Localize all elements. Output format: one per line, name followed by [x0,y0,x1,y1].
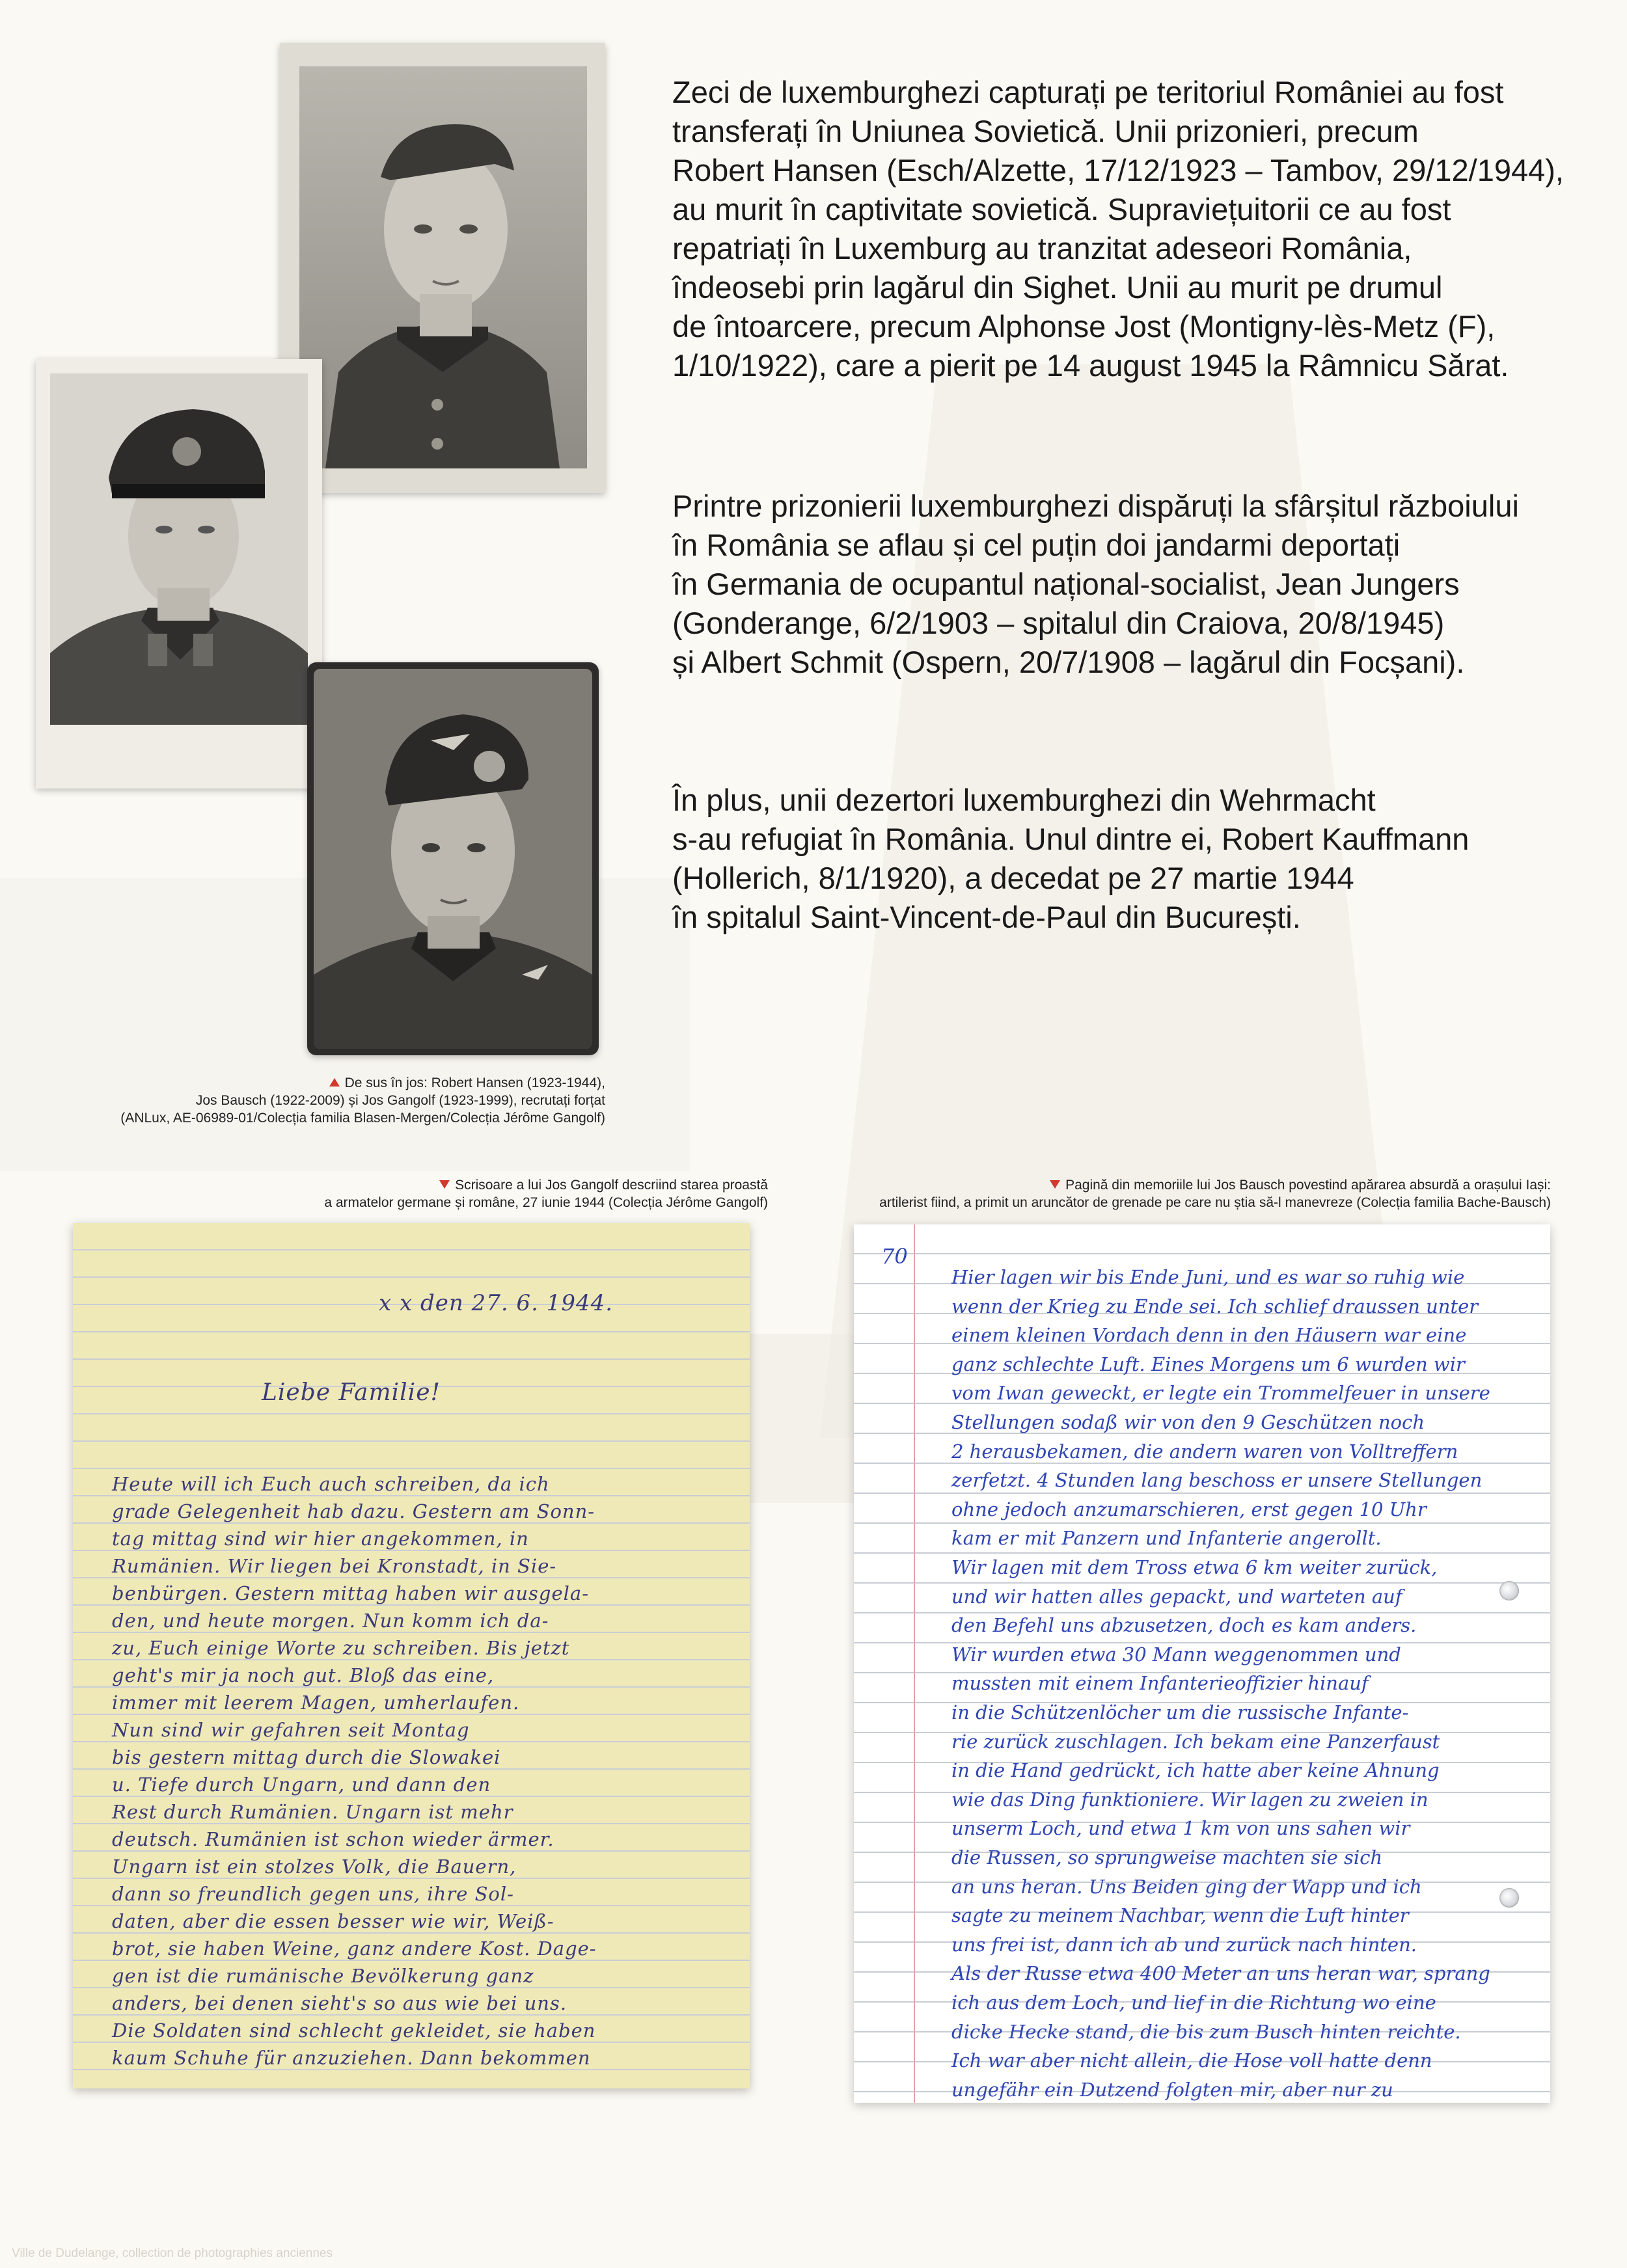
memoir-line: uns frei ist, dann ich ab und zurück nach hinten. [951,1933,1417,1956]
memoir-line: in die Hand gedrückt, ich hatte aber keine Ahnung [951,1759,1440,1782]
triangle-up-icon [329,1078,340,1087]
letter-line: zu, Euch einige Worte zu schreiben. Bis jetzt [112,1637,570,1659]
memoir-line: wenn der Krieg zu Ende sei. Ich schlief draussen unter [951,1295,1479,1317]
memoir-page-number: 70 [881,1244,908,1269]
letter-line: geht's mir ja noch gut. Bloß das eine, [112,1664,495,1686]
memoir-caption-line-1: Pagină din memoriile lui Jos Bausch povestind apărarea absurdă a orașului Iași: [1065,1178,1551,1193]
letter-line: Nun sind wir gefahren seit Montag [112,1719,470,1741]
portraits-caption [39,1074,605,1127]
memoir-line: und wir hatten alles gepackt, und warteten auf [951,1585,1402,1608]
memoir-line: an uns heran. Uns Beiden ging der Wapp und ich [951,1875,1422,1898]
memoir-line: einem kleinen Vordach denn in den Häusern war eine [951,1324,1467,1347]
triangle-down-icon [1050,1180,1060,1189]
portrait-hansen-image [299,66,587,468]
letter-line: Die Soldaten sind schlecht gekleidet, sie haben [112,2019,596,2042]
memoir-line: dicke Hecke stand, die bis zum Busch hinten reichte. [951,2020,1461,2043]
memoir-line: Ich war aber nicht allein, die Hose voll hatte denn [951,2049,1432,2072]
letter-line: dann so freundlich gegen uns, ihre Sol- [112,1883,514,1905]
memoir-page-jos-bausch [854,1224,1550,2103]
triangle-down-icon [439,1180,450,1189]
letter-line: u. Tiefe durch Ungarn, und dann den [112,1774,491,1796]
memoir-line: Wir lagen mit dem Tross etwa 6 km weiter zurück, [951,1556,1438,1578]
memoir-caption [781,1176,1551,1211]
memoir-line: die Russen, so sprungweise machten sie sich [951,1846,1383,1869]
memoir-line: kam er mit Panzern und Infanterie angerollt. [951,1527,1382,1550]
memoir-line: sagte zu meinem Nachbar, wenn die Luft hinter [951,1904,1409,1927]
deserters-paragraph: În plus, unii dezertori luxemburghezi din Wehrmacht s-au refugiat în România. Unul dintre ei, Robert Kauffmann (Hollerich, 8/1/1920), a decedat pe 27 martie 1944 în spitalul Saint-Vincent-de-Paul din București. [672,783,1470,934]
memoir-line: Hier lagen wir bis Ende Juni, und es war so ruhig wie [951,1266,1465,1288]
memoir-line: rie zurück zuschlagen. Ich bekam eine Panzerfaust [951,1730,1440,1753]
letter-greeting: Liebe Familie! [262,1379,441,1406]
letter-jos-gangolf [73,1223,750,2088]
punch-hole-icon [1499,1888,1519,1908]
memoir-line: ungefähr ein Dutzend folgten mir, aber nur zu [951,2078,1393,2101]
letter-line: den, und heute morgen. Nun komm ich da- [112,1610,549,1632]
memoir-line: ohne jedoch anzumarschieren, erst gegen 10 Uhr [951,1498,1427,1520]
photo-jos-gangolf [307,662,599,1055]
letter-date: x x den 27. 6. 1944. [379,1290,614,1316]
letter-line: Heute will ich Euch auch schreiben, da ich [112,1473,550,1495]
footer-credit: Ville de Dudelange, collection de photographies anciennes [12,2247,333,2260]
letter-caption-line-1: Scrisoare a lui Jos Gangolf descriind starea proastă [455,1178,768,1193]
letter-line: Ungarn ist ein stolzes Volk, die Bauern, [112,1856,517,1878]
letter-line: immer mit leerem Magen, umherlaufen. [112,1692,520,1714]
memoir-line: unserm Loch, und etwa 1 km von uns sahen wir [951,1817,1410,1840]
portrait-gangolf-image [314,669,592,1049]
memoir-line: ganz schlechte Luft. Eines Morgens um 6 wurden wir [951,1353,1465,1375]
letter-line: Rest durch Rumänien. Ungarn ist mehr [112,1801,513,1823]
memoir-line: Stellungen sodaß wir von den 9 Geschützen noch [951,1411,1425,1433]
memoir-line: wie das Ding funktioniere. Wir lagen zu zweien in [951,1788,1429,1811]
photo-jos-bausch [36,359,322,789]
letter-caption [65,1176,768,1211]
letter-line: brot, sie haben Weine, ganz andere Kost. Dage- [112,1937,597,1960]
portraits-caption-line-2: Jos Bausch (1922-2009) și Jos Gangolf (1923-1999), recrutați forțat [195,1093,605,1108]
memoir-line: mussten mit einem Infanterieoffizier hinauf [951,1672,1369,1695]
punch-hole-icon [1499,1581,1519,1600]
letter-line: anders, bei denen sieht's so aus wie bei uns. [112,1992,567,2014]
memoir-line: vom Iwan geweckt, er legte ein Trommelfeuer in unsere [951,1382,1490,1405]
memoir-line: den Befehl uns abzusetzen, doch es kam anders. [951,1614,1417,1637]
portrait-bausch-image [50,373,308,725]
portraits-caption-line-1: De sus în jos: Robert Hansen (1923-1944), [344,1075,605,1090]
memoir-line: in die Schützenlöcher um die russische Infante- [951,1701,1409,1723]
letter-line: gen ist die rumänische Bevölkerung ganz [112,1965,534,1987]
portraits-caption-line-3: (ANLux, AE-06989-01/Colecția familia Blasen-Mergen/Colecția Jérôme Gangolf) [120,1111,605,1126]
memoir-line: Wir wurden etwa 30 Mann weggenommen und [951,1643,1401,1666]
letter-line: deutsch. Rumänien ist schon wieder ärmer. [112,1828,554,1850]
letter-line: bis gestern mittag durch die Slowakei [112,1746,501,1768]
letter-line: kaum Schuhe für anzuziehen. Dann bekommen [112,2047,591,2069]
memoir-line: Als der Russe etwa 400 Meter an uns heran war, sprang [951,1962,1490,1985]
gendarmes-paragraph: Printre prizonierii luxemburghezi dispăruți la sfârșitul războiului în România se aflau și cel puțin doi jandarmi deportați în Germania de ocupantul național-socialist, Jean Jungers (Gonderange, 6/2/1903 – spitalul din Craiova, 20/8/1945) și Albert Schmit (Ospern, 20/7/1908 – lagărul din Focșani). [672,489,1519,679]
letter-line: daten, aber die essen besser wie wir, Weiß- [112,1910,554,1932]
intro-paragraph: Zeci de luxemburghezi capturați pe teritoriul României au fost transferați în Uniunea Sovietică. Unii prizonieri, precum Robert Hansen (Esch/Alzette, 17/12/1923 – Tambov, 29/12/1944), au murit în captivitate sovietică. Supraviețuitorii ce au fost repatriați în Luxemburg au tranzitat adeseori România, îndeosebi prin lagărul din Sighet. Unii au murit pe drumul de întoarcere, precum Alphonse Jost (Montigny-lès-Metz (F), 1/10/1922), care a pierit pe 14 august 1945 la Râmnicu Sărat. [672,75,1564,383]
letter-caption-line-2: a armatelor germane și române, 27 iunie 1944 (Colecția Jérôme Gangolf) [324,1195,768,1210]
memoir-line: zerfetzt. 4 Stunden lang beschoss er unsere Stellungen [951,1469,1483,1492]
letter-line: grade Gelegenheit hab dazu. Gestern am Sonn- [112,1500,595,1522]
letter-line: tag mittag sind wir hier angekommen, in [112,1528,529,1550]
memoir-caption-line-2: artilerist fiind, a primit un aruncător de grenade pe care nu știa să-l manevreze (Colecția familia Bache-Bausch) [879,1195,1551,1210]
photo-robert-hansen [280,43,605,493]
memoir-line: 2 herausbekamen, die andern waren von Volltreffern [951,1440,1458,1463]
letter-line: benbürgen. Gestern mittag haben wir ausgela- [112,1582,589,1604]
letter-line: Rumänien. Wir liegen bei Kronstadt, in Sie- [112,1555,557,1577]
page-margin-line [914,1224,915,2103]
memoir-line: ich aus dem Loch, und lief in die Richtung wo eine [951,1991,1436,2014]
